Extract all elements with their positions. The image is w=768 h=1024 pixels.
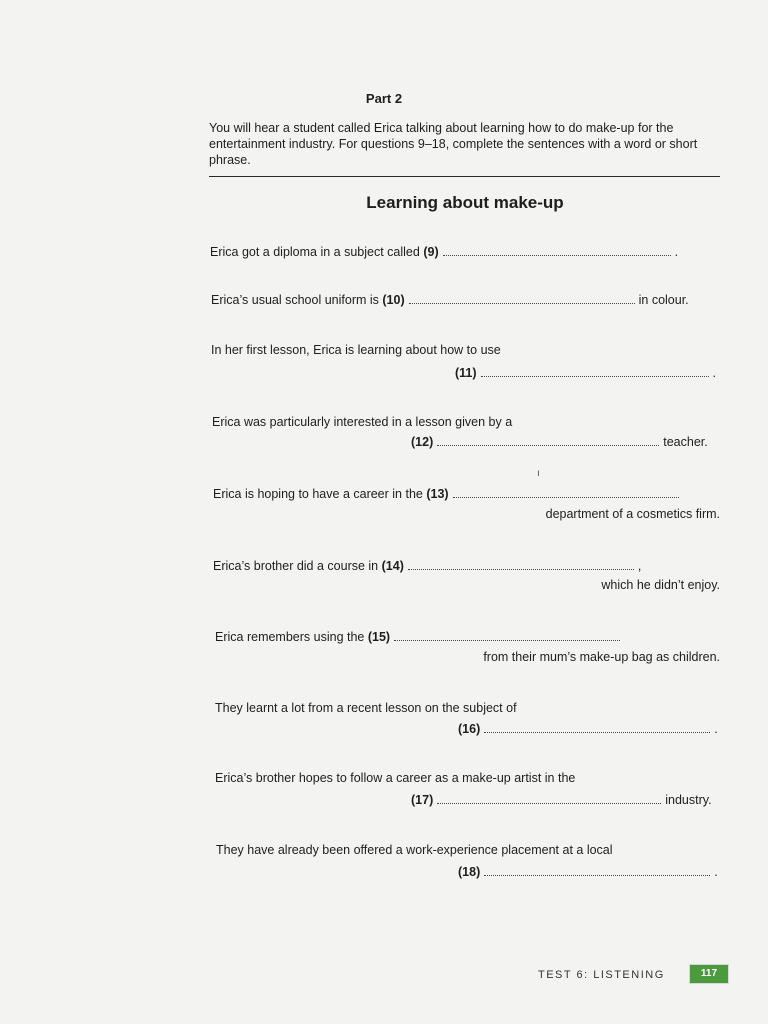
question-10	[211, 293, 689, 307]
question-end-2: which he didn’t enjoy.	[601, 578, 720, 592]
answer-blank-18[interactable]	[484, 865, 710, 876]
question-15	[215, 630, 624, 644]
answer-blank-13[interactable]	[453, 487, 679, 498]
question-16	[458, 722, 718, 736]
question-text: In her first lesson, Erica is learning about how to use	[211, 343, 501, 357]
question-18-text	[216, 843, 613, 857]
question-17	[411, 793, 712, 807]
answer-blank-14[interactable]	[408, 559, 634, 570]
question-number: (17)	[411, 793, 434, 807]
question-number: (18)	[458, 865, 481, 879]
question-number: (13)	[426, 487, 449, 501]
question-text: Erica’s brother hopes to follow a career as a make-up artist in the	[215, 771, 576, 785]
answer-blank-12[interactable]	[437, 435, 659, 446]
divider	[209, 176, 720, 177]
question-end: .	[714, 722, 718, 736]
question-number: (10)	[382, 293, 405, 307]
answer-blank-15[interactable]	[394, 630, 620, 641]
answer-blank-10[interactable]	[409, 293, 635, 304]
answer-blank-16[interactable]	[484, 722, 710, 733]
instructions: You will hear a student called Erica talking about learning how to do make-up for the entertainment industry. For questions 9–18, complete the sentences with a word or short phrase.	[209, 121, 698, 167]
question-end: industry.	[665, 793, 712, 807]
page-number: 117	[689, 964, 729, 984]
question-9	[210, 245, 678, 259]
question-18	[458, 865, 718, 879]
question-end: ,	[637, 559, 642, 573]
question-13	[213, 487, 683, 501]
question-17-text	[215, 771, 575, 785]
question-end: .	[714, 865, 718, 879]
footer-label: TEST 6: LISTENING	[538, 969, 665, 981]
scan-mark: ı	[537, 468, 540, 479]
question-number: (16)	[458, 722, 481, 736]
question-text: They have already been offered a work-experience placement at a local	[216, 843, 613, 857]
answer-blank-9[interactable]	[443, 245, 671, 256]
question-end: teacher.	[663, 435, 708, 449]
question-text: Erica got a diploma in a subject called	[210, 245, 420, 259]
question-16-text	[215, 701, 517, 715]
question-number: (15)	[367, 630, 391, 644]
question-13-end	[400, 507, 720, 521]
question-number: (11)	[455, 366, 477, 380]
question-text: They learnt a lot from a recent lesson on the subject of	[215, 701, 517, 715]
question-14	[213, 559, 641, 573]
question-11	[455, 366, 716, 380]
question-text: Erica was particularly interested in a lesson given by a	[212, 415, 513, 429]
question-number: (12)	[411, 435, 434, 449]
question-12-text	[212, 415, 512, 429]
question-11-text	[211, 343, 501, 357]
answer-blank-17[interactable]	[437, 793, 661, 804]
question-12	[411, 435, 708, 449]
question-text: Erica’s usual school uniform is	[211, 293, 379, 307]
question-number: (14)	[381, 559, 404, 573]
question-14-end	[400, 578, 720, 592]
question-15-end	[400, 650, 720, 664]
question-text: Erica’s brother did a course in	[213, 559, 379, 573]
question-end: from their mum’s make-up bag as children.	[483, 650, 720, 664]
question-end: .	[712, 366, 717, 380]
question-end: department of a cosmetics firm.	[545, 507, 720, 521]
answer-blank-11[interactable]	[481, 366, 709, 377]
part-heading: Part 2	[365, 91, 403, 106]
question-end: .	[674, 245, 679, 259]
question-text: Erica is hoping to have a career in the	[213, 487, 423, 501]
page-title: Learning about make-up	[366, 193, 564, 212]
question-text: Erica remembers using the	[215, 630, 365, 644]
question-number: (9)	[423, 245, 439, 259]
question-end: in colour.	[638, 293, 689, 307]
